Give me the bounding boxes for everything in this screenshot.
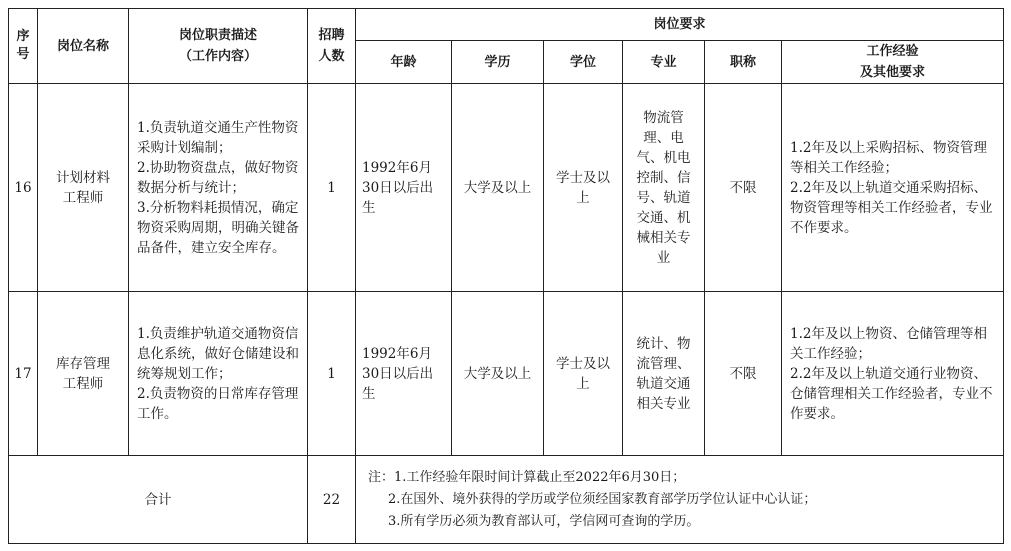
row-seq: 17 xyxy=(9,292,38,456)
experience-item: 1.2年及以上物资、仓储管理等相关工作经验； xyxy=(790,325,987,362)
row-seq: 16 xyxy=(9,84,38,292)
note-item: 注：1.工作经验年限时间计算截止至2022年6月30日； xyxy=(368,469,686,485)
header-position: 岗位名称 xyxy=(38,9,129,84)
table-row xyxy=(9,292,1004,456)
header-recruit: 招聘人数 xyxy=(308,9,356,84)
total-label: 合计 xyxy=(9,456,308,544)
recruitment-table xyxy=(8,8,1004,544)
header-seq: 序号 xyxy=(9,9,38,84)
header-row-1 xyxy=(9,9,1004,41)
row-age: 1992年6月30日以后出生 xyxy=(356,84,452,292)
duty-item: 1.负责轨道交通生产性物资采购计划编制； xyxy=(137,119,299,156)
row-edu: 大学及以上 xyxy=(452,292,544,456)
experience-item: 1.2年及以上采购招标、物资管理等相关工作经验； xyxy=(790,139,987,176)
row-major: 统计、物流管理、轨道交通相关专业 xyxy=(623,292,705,456)
header-experience: 工作经验 及其他要求 xyxy=(782,41,1004,84)
row-title: 不限 xyxy=(705,84,782,292)
row-experience xyxy=(782,292,1004,456)
row-duties xyxy=(129,84,308,292)
note-item: 3.所有学历必须为教育部认可，学信网可查询的学历。 xyxy=(388,513,700,529)
total-count: 22 xyxy=(308,456,356,544)
row-title: 不限 xyxy=(705,292,782,456)
row-position: 库存管理工程师 xyxy=(38,292,129,456)
notes xyxy=(356,456,1004,544)
row-duties xyxy=(129,292,308,456)
note-item: 2.在国外、境外获得的学历或学位须经国家教育部学历学位认证中心认证； xyxy=(388,491,817,507)
duty-item: 3.分析物料耗损情况，确定物资采购周期，明确关键备品备件，建立安全库存。 xyxy=(137,199,299,256)
row-degree: 学士及以上 xyxy=(544,292,623,456)
table-row xyxy=(9,84,1004,292)
total-row xyxy=(9,456,1004,544)
row-recruit: 1 xyxy=(308,292,356,456)
header-duty: 岗位职责描述 （工作内容） xyxy=(129,9,308,84)
header-title: 职称 xyxy=(705,41,782,84)
header-degree: 学位 xyxy=(544,41,623,84)
duty-item: 2.负责物资的日常库存管理工作。 xyxy=(137,385,299,422)
row-major: 物流管理、电气、机电控制、信号、轨道交通、机械相关专业 xyxy=(623,84,705,292)
row-age: 1992年6月30日以后出生 xyxy=(356,292,452,456)
experience-item: 2.2年及以上轨道交通采购招标、物资管理等相关工作经验者，专业不作要求。 xyxy=(790,179,993,236)
header-requirements: 岗位要求 xyxy=(356,9,1004,41)
experience-item: 2.2年及以上轨道交通行业物资、仓储管理相关工作经验者，专业不作要求。 xyxy=(790,365,993,422)
row-edu: 大学及以上 xyxy=(452,84,544,292)
duty-item: 1.负责维护轨道交通物资信息化系统，做好仓储建设和统筹规划工作； xyxy=(137,325,299,382)
row-position: 计划材料工程师 xyxy=(38,84,129,292)
row-experience xyxy=(782,84,1004,292)
header-major: 专业 xyxy=(623,41,705,84)
row-recruit: 1 xyxy=(308,84,356,292)
row-degree: 学士及以上 xyxy=(544,84,623,292)
duty-item: 2.协助物资盘点，做好物资数据分析与统计； xyxy=(137,159,299,196)
header-age: 年龄 xyxy=(356,41,452,84)
header-edu: 学历 xyxy=(452,41,544,84)
